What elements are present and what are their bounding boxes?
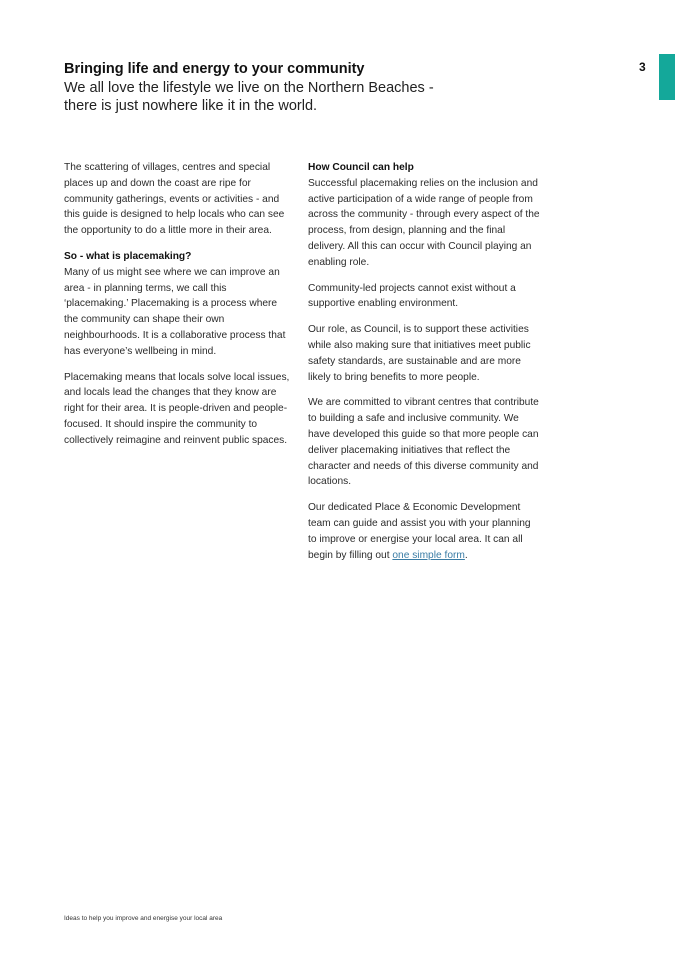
page-title: Bringing life and energy to your community bbox=[64, 61, 365, 77]
placemaking-paragraph-1: Many of us might see where we can improve an area - in planning terms, we call this ‘placemaking.’ Placemaking is a process where the community can shape their own neighbourhoods. It is a collaborative process that has everyone’s wellbeing in mind. bbox=[64, 266, 286, 357]
placemaking-paragraph-2: Placemaking means that locals solve local issues, and locals lead the changes that they know are right for their area. It is people-driven and people-focused. It should inspire the community to collectively reimagine and reinvent public spaces. bbox=[64, 371, 290, 446]
council-paragraph-1: Successful placemaking relies on the inclusion and active participation of a wide range of people from across the community - through every aspect of the process, from design, planning and the final delivery. All this can occur with Council playing an enabling role. bbox=[308, 177, 540, 268]
council-paragraph-5 bbox=[308, 500, 540, 563]
left-column bbox=[64, 160, 290, 459]
subtitle-line-2: there is just nowhere like it in the world. bbox=[64, 98, 318, 114]
council-help-heading: How Council can help bbox=[308, 162, 414, 173]
footer-text: Ideas to help you improve and energise your local area bbox=[64, 915, 223, 922]
council-paragraph-5-text: Our dedicated Place & Economic Development team can guide and assist you with your planning to improve or energise your local area. It can all begin by filling out bbox=[308, 502, 531, 561]
council-paragraph-2: Community-led projects cannot exist without a supportive enabling environment. bbox=[308, 282, 516, 310]
right-column bbox=[308, 160, 540, 573]
page-number: 3 bbox=[639, 60, 646, 74]
page-heading bbox=[64, 60, 484, 115]
subtitle-line-1: We all love the lifestyle we live on the Northern Beaches - bbox=[64, 80, 434, 96]
intro-paragraph: The scattering of villages, centres and special places up and down the coast are ripe for community gatherings, events or activities - and this guide is designed to help locals who can see the opportunity to do a little more in their area. bbox=[64, 162, 285, 237]
council-paragraph-5-end: . bbox=[464, 549, 468, 561]
council-paragraph-3: Our role, as Council, is to support these activities while also making sure that initiatives meet public safety standards, are sustainable and are more likely to bring benefits to more people. bbox=[308, 324, 531, 383]
placemaking-heading: So - what is placemaking? bbox=[64, 250, 192, 262]
simple-form-link[interactable]: one simple form bbox=[392, 549, 465, 561]
accent-tab bbox=[659, 54, 675, 100]
council-paragraph-4: We are committed to vibrant centres that contribute to building a safe and inclusive community. We have developed this guide so that more people can deliver placemaking initiatives that reflect the character and needs of this diverse community and locations. bbox=[308, 397, 539, 488]
page-subtitle bbox=[64, 79, 484, 115]
